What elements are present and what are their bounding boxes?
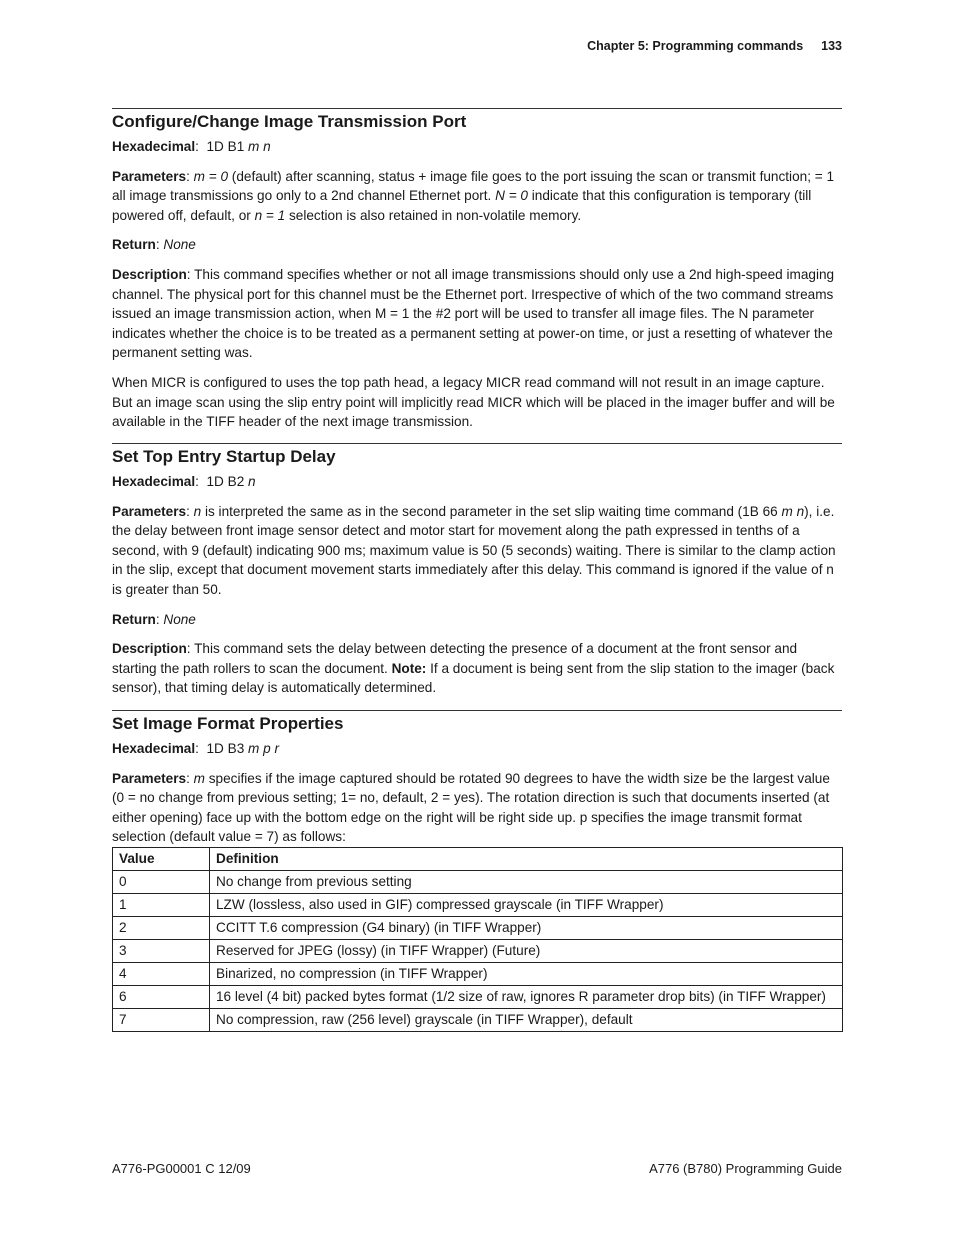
cell-definition: No change from previous setting	[210, 871, 843, 894]
parameters-paragraph: Parameters: m = 0 (default) after scanning, status + image file goes to the port issuing the scan or transmit function; = 1 all image transmissions go only to a 2nd channel Ethernet port. N = 0 indicate that this configuration is temporary (till powered off, default, or n = 1 selection is also retained in non-volatile memory.	[112, 168, 835, 223]
cell-definition: Binarized, no compression (in TIFF Wrapper)	[210, 963, 843, 986]
page-number: 133	[821, 39, 842, 53]
table-row	[113, 871, 843, 894]
cell-value: 2	[113, 917, 210, 940]
header-definition: Definition	[210, 848, 843, 871]
section-image-transmission-port	[112, 108, 842, 432]
cell-value: 1	[113, 894, 210, 917]
hex-line: Hexadecimal: 1D B2 n	[112, 474, 256, 489]
table-row	[113, 986, 843, 1009]
table-row	[113, 963, 843, 986]
description-paragraph: Description: This command sets the delay between detecting the presence of a document at the front sensor and starting the path rollers to scan the document. Note: If a document is being sent from the slip station to the imager (back sensor), that timing delay is automatically determined.	[112, 641, 835, 696]
running-header	[112, 39, 842, 53]
table-header-row	[113, 848, 843, 871]
cell-value: 3	[113, 940, 210, 963]
section-divider	[112, 710, 842, 711]
table-row	[113, 1009, 843, 1032]
cell-definition: Reserved for JPEG (lossy) (in TIFF Wrapper) (Future)	[210, 940, 843, 963]
table-row	[113, 894, 843, 917]
footer-document-id: A776-PG00001 C 12/09	[112, 1161, 251, 1176]
section-divider	[112, 108, 842, 109]
section-title: Set Top Entry Startup Delay	[112, 447, 336, 466]
footer-guide-title: A776 (B780) Programming Guide	[649, 1161, 842, 1176]
parameters-paragraph: Parameters: m specifies if the image captured should be rotated 90 degrees to have the width size be the largest value (0 = no change from previous setting; 1= no, default, 2 = yes). The rotation direction is such that documents inserted (at either opening) face up with the bottom edge on the right will be right side up. p specifies the image transmit format selection (default value = 7) as follows:	[112, 770, 830, 845]
section-divider	[112, 443, 842, 444]
hex-line: Hexadecimal: 1D B3 m p r	[112, 741, 279, 756]
header-value: Value	[113, 848, 210, 871]
return-line: Return: None	[112, 611, 196, 627]
cell-value: 4	[113, 963, 210, 986]
cell-definition: No compression, raw (256 level) grayscale (in TIFF Wrapper), default	[210, 1009, 843, 1032]
chapter-title: Chapter 5: Programming commands	[587, 39, 804, 53]
cell-value: 7	[113, 1009, 210, 1032]
section-title: Set Image Format Properties	[112, 714, 344, 733]
cell-value: 0	[113, 871, 210, 894]
micr-note-paragraph: When MICR is configured to uses the top path head, a legacy MICR read command will not result in an image capture. But an image scan using the slip entry point will implicitly read MICR which will be placed in the imager buffer and will be available in the TIFF header of the next image transmission.	[112, 374, 835, 430]
section-title: Configure/Change Image Transmission Port	[112, 112, 467, 131]
hex-line: Hexadecimal: 1D B1 m n	[112, 139, 271, 154]
cell-definition: 16 level (4 bit) packed bytes format (1/2 size of raw, ignores R parameter drop bits) (in TIFF Wrapper)	[210, 986, 843, 1009]
cell-value: 6	[113, 986, 210, 1009]
cell-definition: CCITT T.6 compression (G4 binary) (in TIFF Wrapper)	[210, 917, 843, 940]
section-top-entry-startup-delay	[112, 443, 842, 698]
table-row	[113, 940, 843, 963]
cell-definition: LZW (lossless, also used in GIF) compressed grayscale (in TIFF Wrapper)	[210, 894, 843, 917]
description-paragraph: Description: This command specifies whether or not all image transmissions should only use a 2nd high-speed imaging channel. The physical port for this channel must be the Ethernet port. Irrespective of which of the two command streams issued an image transmission action, when M = 1 the #2 port will be used to transfer all image files. The N parameter indicates whether the choice is to be treated as a permanent setting at power-on time, or just a resetting of whatever the permanent setting was.	[112, 266, 835, 361]
section-image-format-properties	[112, 710, 842, 847]
parameters-paragraph: Parameters: n is interpreted the same as in the second parameter in the set slip waiting time command (1B 66 m n), i.e. the delay between front image sensor detect and motor start for movement along the path expressed in tenths of a second, with 9 (default) indicating 900 ms; maximum value is 50 (5 seconds) waiting. There is similar to the clamp action in the slip, except that document movement starts immediately after this delay. This command is ignored if the value of n is greater than 50.	[112, 503, 836, 597]
return-line: Return: None	[112, 237, 196, 253]
table-row	[113, 917, 843, 940]
format-table	[112, 847, 843, 1032]
